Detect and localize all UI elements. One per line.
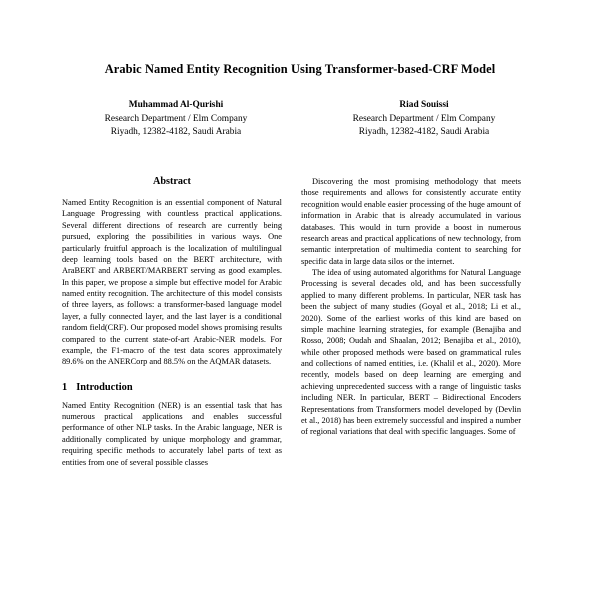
author-entry (300, 99, 548, 138)
author-address: Riyadh, 12382-4182, Saudi Arabia (358, 126, 490, 137)
abstract-text: Named Entity Recognition is an essential component of Natural Language Progressing with countless practical applications. Several different directions of research are currently being pursued, exploring the possibilities in various ways. One particularly fruitful approach is the localization of multilingual deep learning tools based on the BERT architecture, with AraBERT and ARBERT/MARBERT serving as good examples. In this paper, we propose a simple but effective model for Arabic named entity recognition. The architecture of this model consists of three layers, as follows: a transformer-based language model layer, a fully connected layer, and the last layer is a conditional random field(CRF). Our proposed model shows promising results compared to the current state-of-art Arabic-NER models. For example, the F1-macro of the test data scores approximately 89.6% on the ANERCorp and 88.5% on the AQMAR datasets. (62, 198, 282, 367)
section-number: 1 (62, 381, 68, 393)
author-affiliation: Research Department / Elm Company (104, 114, 248, 125)
abstract-heading: Abstract (153, 176, 191, 188)
author-block (0, 99, 600, 138)
left-column (62, 176, 282, 468)
section-title: Introduction (76, 381, 133, 393)
right-column-paragraph: Discovering the most promising methodology that meets those requirements and allows for consistently accurate entity recognition would enable easier processing of the huge amount of information in Arabic that is already accumulated in various databases. This would in turn provide a boost in numerous research areas and practical applications of new technology, from semantic interpretation of multimedia content to searching for specific data in large data silos or the internet. (301, 177, 521, 266)
author-name: Muhammad Al-Qurishi (128, 99, 224, 110)
page-title: Arabic Named Entity Recognition Using Transformer-based-CRF Model (104, 62, 496, 76)
author-name: Riad Souissi (399, 99, 449, 110)
two-column-body (0, 176, 600, 468)
introduction-paragraph: Named Entity Recognition (NER) is an essential task that has numerous practical applications and enables successful performance of other NLP tasks. In the Arabic language, NER is additionally complicated by unique morphology and grammar, requiring specific methods to accurately label parts of text as entities from one of several possible classes (62, 400, 282, 467)
right-column-paragraph: The idea of using automated algorithms for Natural Language Processing is several decades old, and has been successfully applied to many different problems. In particular, NER task has been the subject of many studies (Goyal et al., 2018; Li et al., 2020). Some of the earliest works of this kind are based on simple machine learning strategies, for example (Benajiba and Rosso, 2008; Oudah and Shaalan, 2012; Benajiba et al., 2010), while other proposed methods were based on grammatical rules and collections of named entities, i.e. (Khalil et al., 2020). More recently, models based on deep learning are emerging and achieving unprecedented success with a range of linguistic tasks including NER. In particular, BERT – Bidirectional Encoders Representations from Transformers model developed by (Devlin et al., 2018) has been extremely successful and inspired a number of regional variations that deal with specific languages. Some of (301, 268, 521, 437)
author-entry (52, 99, 300, 138)
author-address: Riyadh, 12382-4182, Saudi Arabia (110, 126, 242, 137)
right-column (301, 176, 521, 468)
section-heading-introduction (62, 382, 282, 393)
author-affiliation: Research Department / Elm Company (352, 114, 496, 125)
